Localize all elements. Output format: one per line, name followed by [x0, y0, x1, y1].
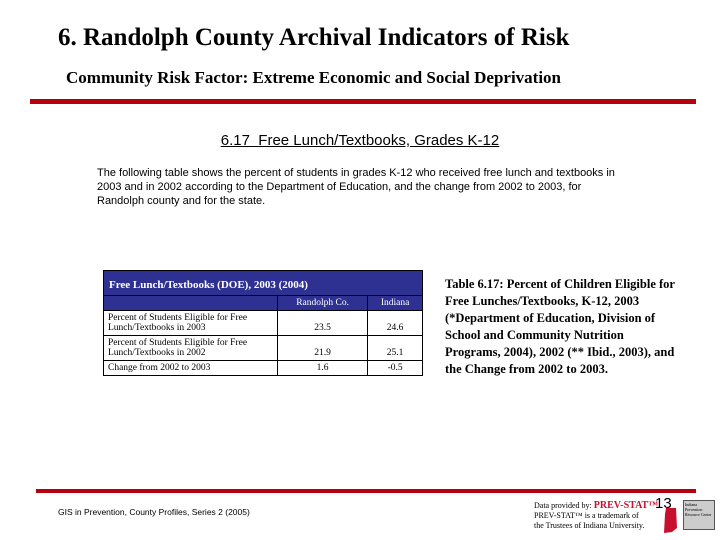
- page-subtitle: Community Risk Factor: Extreme Economic and Social Deprivation: [66, 68, 562, 87]
- section-heading: [0, 132, 720, 149]
- column-header: Indiana: [368, 296, 423, 311]
- cell: -0.5: [368, 361, 423, 376]
- cell: 21.9: [278, 336, 368, 361]
- row-label: Percent of Students Eligible for Free Lunch/Textbooks in 2002: [104, 336, 278, 361]
- cell: 25.1: [368, 336, 423, 361]
- cell: 1.6: [278, 361, 368, 376]
- logo-text: Indiana Prevention Resource Center: [683, 500, 715, 530]
- cell: 23.5: [278, 311, 368, 336]
- page-number: 13: [655, 495, 672, 512]
- section-title: Free Lunch/Textbooks, Grades K-12: [258, 132, 500, 149]
- page-title: 6. Randolph County Archival Indicators of Risk: [58, 24, 570, 51]
- data-table: [103, 270, 423, 376]
- table-caption: Table 6.17: Percent of Children Eligible for Free Lunches/Textbooks, K-12, 2003 (*Department of Education, Division of School and Community Nutrition Programs, 2004), 2002 (** Ibid., 2003), and the Change from 2002 to 2003.: [445, 277, 675, 376]
- section-number: 6.17: [220, 132, 250, 149]
- intro-text: The following table shows the percent of students in grades K-12 who received free lunch and textbooks in 2003 and in 2002 according to the Department of Education, and the change from 2002 to 2003, for Randolph county and for the state.: [97, 167, 615, 207]
- row-label: Percent of Students Eligible for Free Lunch/Textbooks in 2003: [104, 311, 278, 336]
- table-row: [104, 361, 423, 376]
- column-header: Randolph Co.: [278, 296, 368, 311]
- provided-label: Data provided by:: [534, 501, 592, 510]
- brand: PREV-STAT™: [593, 500, 659, 511]
- table-row: [104, 311, 423, 336]
- divider: [30, 99, 696, 104]
- row-label: Change from 2002 to 2003: [104, 361, 278, 376]
- trademark-note: PREV-STAT™ is a trademark of the Trustees of Indiana University.: [534, 511, 645, 530]
- table-title: Free Lunch/Textbooks (DOE), 2003 (2004): [104, 271, 423, 296]
- divider: [36, 489, 696, 493]
- data-provider: [534, 501, 658, 531]
- cell: 24.6: [368, 311, 423, 336]
- footer-series: GIS in Prevention, County Profiles, Series 2 (2005): [58, 507, 250, 517]
- table-row: [104, 336, 423, 361]
